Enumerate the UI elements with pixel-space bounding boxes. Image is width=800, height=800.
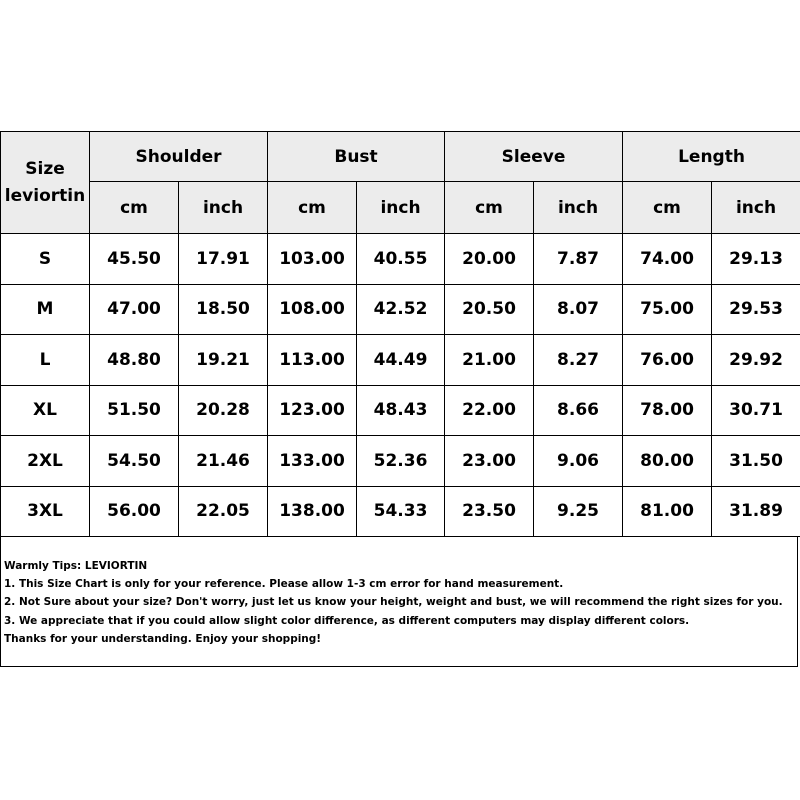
table-row xyxy=(1,486,800,537)
value-cell: 138.00 xyxy=(268,486,357,537)
value-cell: 74.00 xyxy=(623,234,712,285)
value-cell: 45.50 xyxy=(90,234,179,285)
tip-line-1: 1. This Size Chart is only for your reference. Please allow 1-3 cm error for hand measurement. xyxy=(4,578,564,591)
value-cell: 30.71 xyxy=(712,385,800,436)
value-cell: 9.06 xyxy=(534,436,623,487)
value-cell: 18.50 xyxy=(179,284,268,335)
value-cell: 19.21 xyxy=(179,335,268,386)
value-cell: 40.55 xyxy=(357,234,445,285)
value-cell: 21.46 xyxy=(179,436,268,487)
sleeve-header: Sleeve xyxy=(445,132,623,182)
table-row xyxy=(1,436,800,487)
shoulder-header: Shoulder xyxy=(90,132,268,182)
value-cell: 103.00 xyxy=(268,234,357,285)
size-cell: 2XL xyxy=(1,436,90,487)
size-chart-table xyxy=(0,131,800,537)
tips-closing: Thanks for your understanding. Enjoy your shopping! xyxy=(4,632,322,645)
value-cell: 48.80 xyxy=(90,335,179,386)
unit-header: cm xyxy=(268,182,357,234)
bust-header: Bust xyxy=(268,132,445,182)
value-cell: 31.89 xyxy=(712,486,800,537)
value-cell: 56.00 xyxy=(90,486,179,537)
tips-box xyxy=(0,536,798,667)
size-cell: XL xyxy=(1,385,90,436)
value-cell: 23.00 xyxy=(445,436,534,487)
value-cell: 108.00 xyxy=(268,284,357,335)
unit-header: cm xyxy=(445,182,534,234)
value-cell: 75.00 xyxy=(623,284,712,335)
value-cell: 8.66 xyxy=(534,385,623,436)
unit-header: inch xyxy=(357,182,445,234)
value-cell: 8.07 xyxy=(534,284,623,335)
value-cell: 80.00 xyxy=(623,436,712,487)
table-row xyxy=(1,284,800,335)
value-cell: 54.50 xyxy=(90,436,179,487)
value-cell: 42.52 xyxy=(357,284,445,335)
size-column-header xyxy=(1,132,90,234)
value-cell: 22.05 xyxy=(179,486,268,537)
value-cell: 52.36 xyxy=(357,436,445,487)
table-row xyxy=(1,335,800,386)
value-cell: 17.91 xyxy=(179,234,268,285)
value-cell: 20.50 xyxy=(445,284,534,335)
value-cell: 51.50 xyxy=(90,385,179,436)
value-cell: 81.00 xyxy=(623,486,712,537)
value-cell: 29.13 xyxy=(712,234,800,285)
size-cell: L xyxy=(1,335,90,386)
value-cell: 113.00 xyxy=(268,335,357,386)
value-cell: 44.49 xyxy=(357,335,445,386)
value-cell: 9.25 xyxy=(534,486,623,537)
unit-header: inch xyxy=(179,182,268,234)
value-cell: 123.00 xyxy=(268,385,357,436)
value-cell: 8.27 xyxy=(534,335,623,386)
value-cell: 20.28 xyxy=(179,385,268,436)
value-cell: 20.00 xyxy=(445,234,534,285)
value-cell: 31.50 xyxy=(712,436,800,487)
value-cell: 21.00 xyxy=(445,335,534,386)
unit-header: cm xyxy=(90,182,179,234)
value-cell: 29.92 xyxy=(712,335,800,386)
value-cell: 78.00 xyxy=(623,385,712,436)
value-cell: 7.87 xyxy=(534,234,623,285)
unit-header: inch xyxy=(712,182,800,234)
value-cell: 48.43 xyxy=(357,385,445,436)
value-cell: 23.50 xyxy=(445,486,534,537)
tip-line-2: 2. Not Sure about your size? Don't worry, just let us know your height, weight and bust, we will recommend the right sizes for you. xyxy=(4,596,783,609)
table-row xyxy=(1,234,800,285)
tip-line-3: 3. We appreciate that if you could allow slight color difference, as different computers may display different colors. xyxy=(4,614,690,627)
size-header-label: Size xyxy=(25,158,65,179)
value-cell: 76.00 xyxy=(623,335,712,386)
size-header-brand: leviortin xyxy=(4,185,86,206)
size-cell: M xyxy=(1,284,90,335)
value-cell: 22.00 xyxy=(445,385,534,436)
size-cell: 3XL xyxy=(1,486,90,537)
length-header: Length xyxy=(623,132,800,182)
unit-header: cm xyxy=(623,182,712,234)
table-row xyxy=(1,385,800,436)
size-cell: S xyxy=(1,234,90,285)
value-cell: 47.00 xyxy=(90,284,179,335)
value-cell: 54.33 xyxy=(357,486,445,537)
tips-title: Warmly Tips: LEVIORTIN xyxy=(4,560,148,572)
value-cell: 29.53 xyxy=(712,284,800,335)
value-cell: 133.00 xyxy=(268,436,357,487)
unit-header: inch xyxy=(534,182,623,234)
